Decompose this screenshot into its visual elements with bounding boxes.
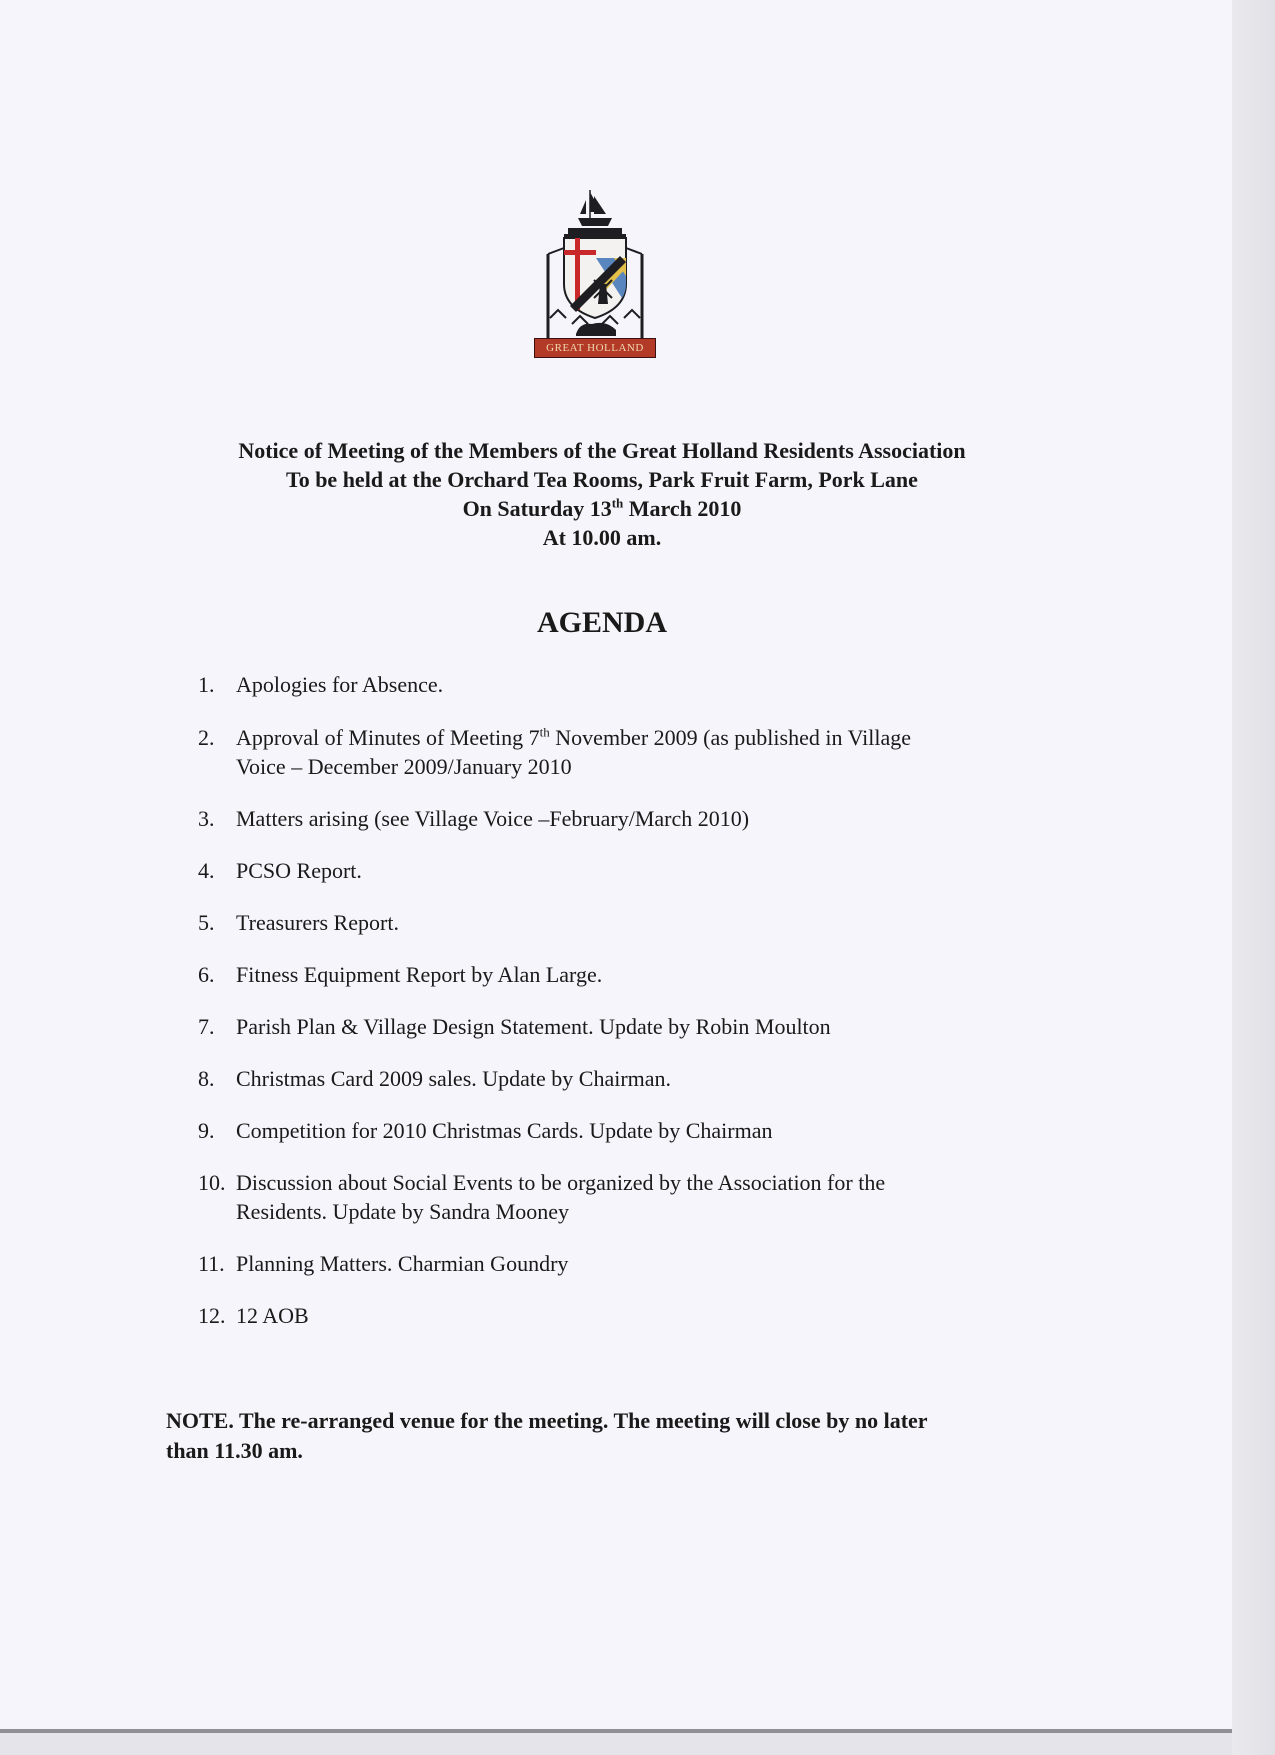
agenda-item-text: Competition for 2010 Christmas Cards. Update by Chairman [236, 1118, 773, 1143]
notice-date-pre: On Saturday 13 [462, 496, 612, 521]
notice-date-suffix: th [611, 495, 624, 511]
notice-line-4: At 10.00 am. [542, 525, 662, 550]
agenda-title: AGENDA [536, 606, 667, 639]
agenda-item-8 [198, 1064, 1018, 1093]
note-line-2: than 11.30 am. [166, 1438, 303, 1463]
agenda-item-7 [198, 1012, 1018, 1041]
notice-line-1: Notice of Meeting of the Members of the Great Holland Residents Association [238, 438, 966, 463]
agenda-item-text: Christmas Card 2009 sales. Update by Chairman. [236, 1066, 672, 1091]
agenda-item-text: Matters arising (see Village Voice –February/March 2010) [236, 806, 750, 831]
crest-emblem [530, 188, 660, 338]
agenda-item-text: PCSO Report. [236, 858, 362, 883]
great-holland-crest-logo [530, 188, 660, 360]
crest-label: GREAT HOLLAND [534, 338, 656, 358]
agenda-item-text: Planning Matters. Charmian Goundry [236, 1251, 569, 1276]
agenda-item-text: Treasurers Report. [236, 910, 399, 935]
agenda-item-number: 4. [198, 858, 215, 883]
agenda-item-number: 2. [198, 725, 215, 750]
agenda-item-number: 12. [198, 1303, 226, 1328]
closing-note [166, 1406, 1046, 1466]
agenda-item-2 [198, 723, 1018, 781]
agenda-item-number: 8. [198, 1066, 215, 1091]
agenda-item-number: 1. [198, 672, 215, 697]
agenda-item-text: Apologies for Absence. [236, 672, 444, 697]
note-line-1: NOTE. The re-arranged venue for the meeting. The meeting will close by no later [166, 1408, 928, 1433]
agenda-item-text-line2: Voice – December 2009/January 2010 [236, 754, 572, 779]
agenda-item-11 [198, 1249, 1018, 1278]
agenda-item-text: Parish Plan & Village Design Statement. Update by Robin Moulton [236, 1014, 831, 1039]
agenda-item-10 [198, 1168, 1018, 1226]
agenda-item-12 [198, 1301, 1018, 1330]
agenda-item-text-pre: Approval of Minutes of Meeting 7 [236, 725, 540, 750]
agenda-item-date-suffix: th [539, 724, 550, 740]
agenda-item-number: 5. [198, 910, 215, 935]
ship-icon [578, 190, 612, 226]
agenda-item-6 [198, 960, 1018, 989]
shield-icon [564, 238, 626, 318]
agenda-item-text [236, 723, 1018, 752]
meeting-notice-header [120, 436, 1084, 552]
agenda-item-number: 10. [198, 1170, 226, 1195]
agenda-list [198, 670, 1018, 1330]
agenda-item-text-line2: Residents. Update by Sandra Mooney [236, 1199, 569, 1224]
agenda-item-5 [198, 908, 1018, 937]
notice-line-2: To be held at the Orchard Tea Rooms, Park Fruit Farm, Pork Lane [286, 467, 918, 492]
agenda-item-number: 9. [198, 1118, 215, 1143]
notice-date-post: March 2010 [623, 496, 742, 521]
agenda-item-3 [198, 804, 1018, 833]
agenda-item-number: 11. [198, 1251, 225, 1276]
agenda-item-4 [198, 856, 1018, 885]
agenda-item-9 [198, 1116, 1018, 1145]
agenda-item-text-post: November 2009 (as published in Village [549, 725, 912, 750]
agenda-item-number: 6. [198, 962, 215, 987]
notice-line-3 [120, 494, 1084, 523]
agenda-item-number: 3. [198, 806, 215, 831]
agenda-item-number: 7. [198, 1014, 215, 1039]
agenda-item-text: Discussion about Social Events to be organized by the Association for the [236, 1170, 886, 1195]
agenda-item-text: 12 AOB [236, 1303, 309, 1328]
agenda-item-text: Fitness Equipment Report by Alan Large. [236, 962, 603, 987]
scan-margin [1232, 0, 1275, 1755]
page-bottom-edge [0, 1729, 1232, 1733]
agenda-item-1 [198, 670, 1018, 699]
